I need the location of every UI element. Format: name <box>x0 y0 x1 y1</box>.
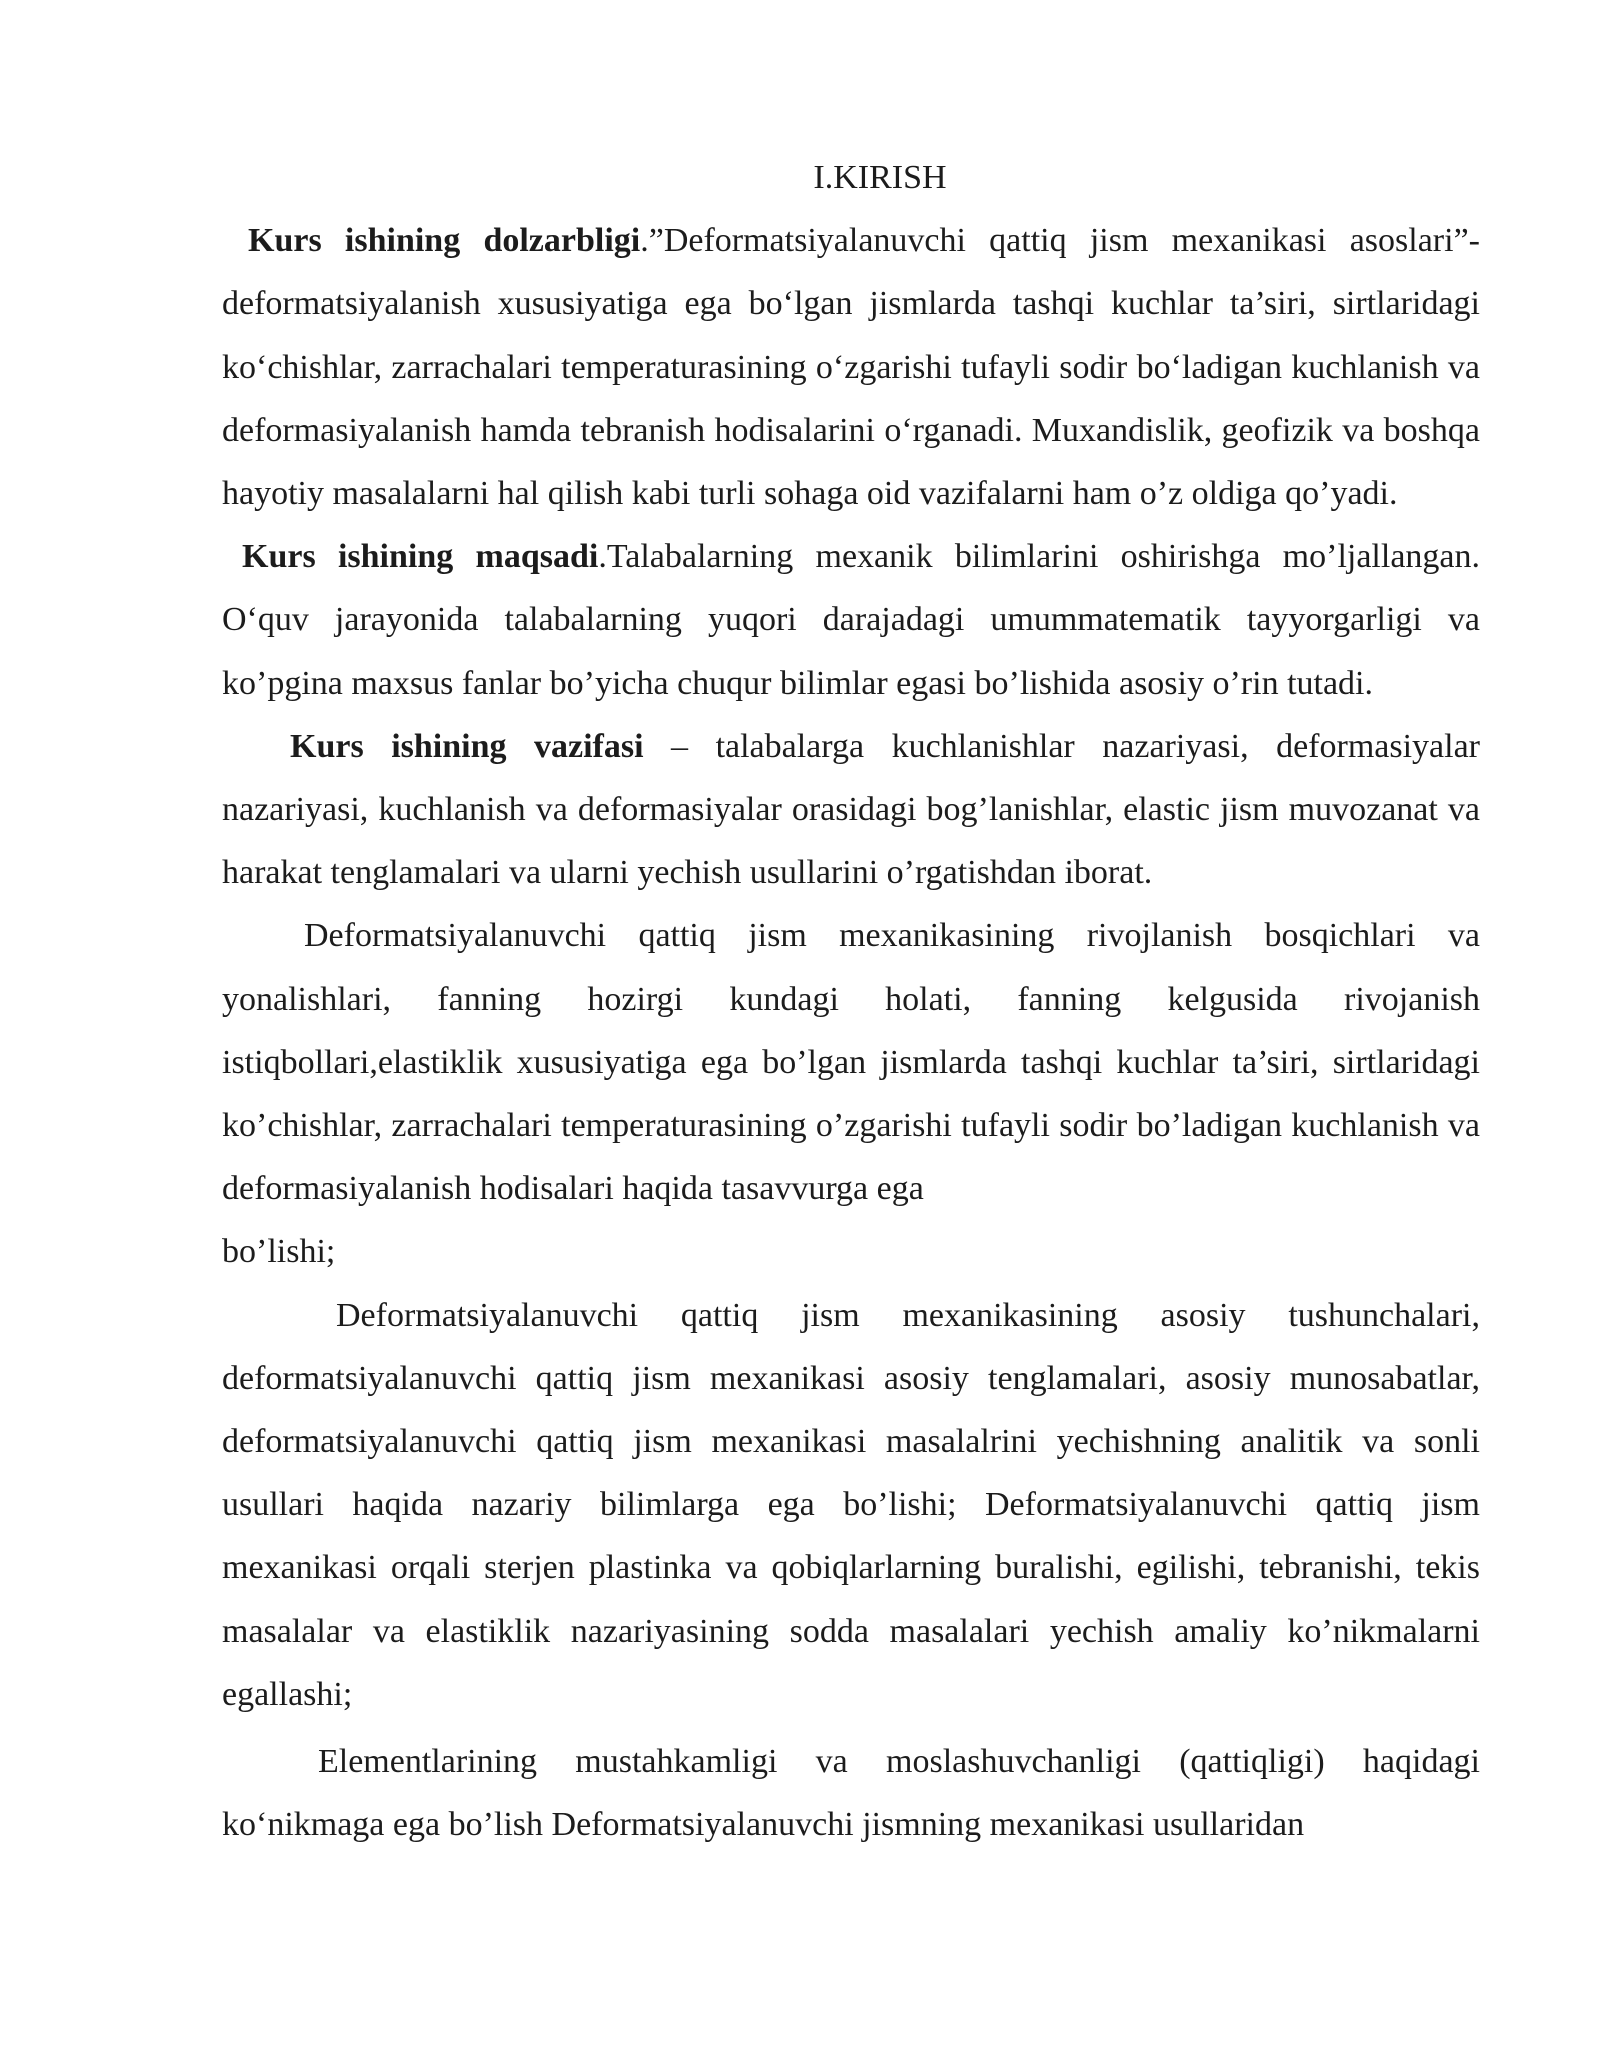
paragraph-rivojlanish-tail: bo’lishi; <box>222 1233 336 1271</box>
paragraph-maqsadi <box>222 525 1480 715</box>
paragraph-text: .Talabalarning mexanik bilimlarini oshirishga mo’ljallangan. Oʻquv jarayonida talabalarning yuqori darajadagi umummatematik tayyorgarligi va ko’pgina maxsus fanlar bo’yicha chuqur bilimlar egasi bo’lishida asosiy o’rin tutadi. <box>222 538 1481 702</box>
document-body <box>222 146 1480 1856</box>
paragraph-heading: Kurs ishining maqsadi <box>242 538 599 576</box>
paragraph-text: .”Deformatsiyalanuvchi qattiq jism mexanikasi asoslari”-deformatsiyalanish xususiyatiga ega boʻlgan jismlarda tashqi kuchlar ta’siri, sirtlaridagi koʻchishlar, zarrachalari temperaturasining oʻzgarishi tufayli sodir boʻladigan kuchlanish va deformasiyalanish hamda tebranish hodisalarini oʻrganadi. Muxandislik, geofizik va boshqa hayotiy masalalarni hal qilish kabi turli sohaga oid vazifalarni ham o’z oldiga qo’yadi. <box>222 222 1480 513</box>
paragraph-text: Deformatsiyalanuvchi qattiq jism mexanikasining rivojlanish bosqichlari va yonalishlari, fanning hozirgi kundagi holati, fanning kelgusida rivojanish istiqbollari,elastiklik xususiyatiga ega bo’lgan jismlarda tashqi kuchlar ta’siri, sirtlaridagi ko’chishlar, zarrachalari temperaturasining o’zgarishi tufayli sodir bo’ladigan kuchlanish va deformasiyalanish hodisalari haqida tasavvurga ega <box>222 917 1480 1208</box>
paragraph-text: – talabalarga kuchlanishlar nazariyasi, deformasiyalar nazariyasi, kuchlanish va deformasiyalar orasidagi bog’lanishlar, elastic jism muvozanat va harakat tenglamalari va ularni yechish usullarini o’rgatishdan iborat. <box>222 727 1480 892</box>
paragraph-mustahkamligi <box>222 1730 1480 1856</box>
paragraph-heading: Kurs ishining vazifasi <box>290 727 644 765</box>
paragraph-heading: Kurs ishining dolzarbligi <box>248 222 641 260</box>
paragraph-text: Deformatsiyalanuvchi qattiq jism mexanikasining asosiy tushunchalari, deformatsiyalanuvchi qattiq jism mexanikasi asosiy tenglamalari, asosiy munosabatlar, deformatsiyalanuvchi qattiq jism mexanikasi masalalrini yechishning analitik va sonli usullari haqida nazariy bilimlarga ega bo’lishi; Deformatsiyalanuvchi qattiq jism mexanikasi orqali sterjen plastinka va qobiqlarlarning buralishi, egilishi, tebranishi, tekis masalalar va elastiklik nazariyasining sodda masalalari yechish amaliy ko’nikmalarni egallashi; <box>222 1296 1480 1713</box>
paragraph-rivojlanish <box>222 904 1480 1220</box>
paragraph-dolzarbligi <box>222 209 1480 525</box>
paragraph-vazifasi <box>222 715 1480 905</box>
paragraph-text: Elementlarining mustahkamligi va moslashuvchanligi (qattiqligi) haqidagi koʻnikmaga ega bo’lish Deformatsiyalanuvchi jismning mexanikasi usullaridan <box>222 1743 1480 1844</box>
page-title: I.KIRISH <box>813 159 947 196</box>
paragraph-tushunchalari <box>222 1284 1480 1726</box>
